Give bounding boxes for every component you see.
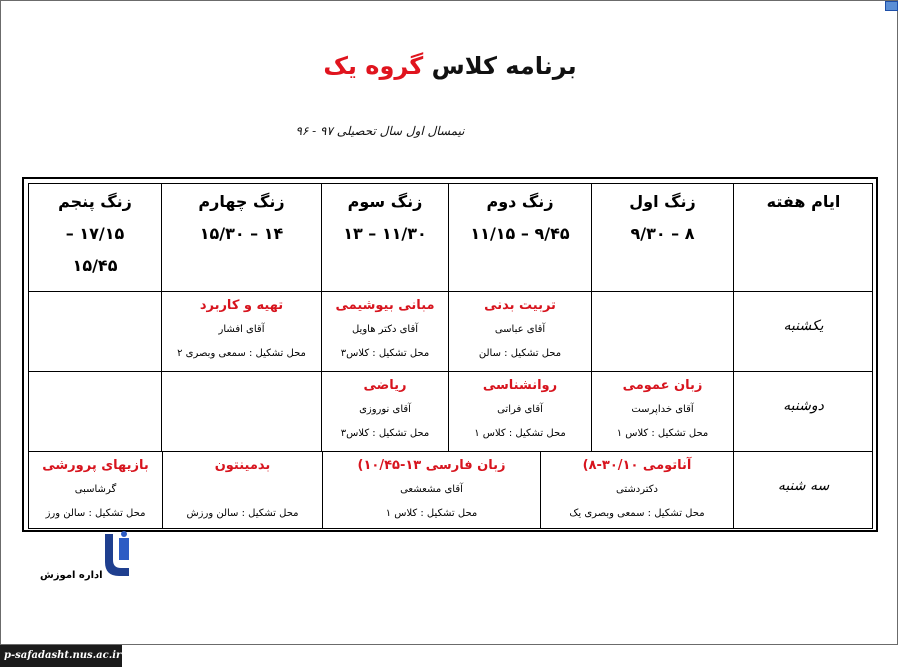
header-bell-5	[29, 186, 161, 282]
row-line-2	[28, 371, 873, 372]
header-bell-4	[162, 186, 321, 250]
bell-1-name: زنگ اول	[629, 192, 696, 211]
sunday-bell-2	[449, 296, 591, 364]
course-teacher: آقای دکتر هاویل	[351, 324, 419, 335]
bell-2-name: زنگ دوم	[486, 192, 554, 211]
bell-5-time-1: ۱۷/۱۵ –	[65, 224, 125, 243]
course-title: زبان فارسی ۱۳-۱۰/۴۵)	[357, 458, 506, 473]
title-part-2: گروه یک	[323, 52, 424, 80]
course-place: محل تشکیل : کلاس ۱	[385, 508, 478, 519]
course-title: ریاضی	[363, 378, 407, 393]
bell-3-time: ۱۱/۳۰ – ۱۳	[343, 224, 427, 243]
course-teacher: گرشاسبی	[74, 484, 117, 495]
bell-4-time: ۱۴ – ۱۵/۳۰	[199, 224, 284, 243]
course-place: محل تشکیل : سمعی وبصری یک	[569, 508, 705, 519]
course-teacher: آقای عباسی	[494, 324, 546, 335]
window-control-icon[interactable]	[885, 1, 898, 11]
course-title: روانشناسی	[482, 378, 558, 393]
row-line-1	[28, 291, 873, 292]
course-teacher: آقای فراتی	[497, 404, 543, 415]
course-teacher: آقای خداپرست	[631, 404, 694, 415]
bell-5-name: زنگ پنجم	[58, 192, 132, 211]
page-title	[0, 52, 900, 80]
course-title: بازیهای پرورشی	[42, 458, 149, 473]
bell-5-time-2: ۱۵/۴۵	[72, 256, 118, 275]
course-place: محل تشکیل : کلاس۳	[340, 348, 430, 359]
course-place: محل تشکیل : سالن ورز	[45, 508, 146, 519]
course-teacher: آقای افشار	[218, 324, 265, 335]
monday-bell-1	[592, 376, 733, 444]
logo-caption: اداره اموزش	[40, 570, 103, 581]
monday-bell-3	[322, 376, 448, 444]
day-tuesday: سه شنبه	[777, 478, 830, 494]
tuesday-cell-3	[163, 456, 322, 524]
header-days	[734, 186, 873, 218]
bell-1-time: ۸ – ۹/۳۰	[630, 224, 695, 243]
course-place: محل تشکیل : کلاس۳	[340, 428, 430, 439]
course-title: مبانی بیوشیمی	[335, 298, 435, 313]
tuesday-cell-4	[29, 456, 162, 524]
bell-3-name: زنگ سوم	[347, 192, 423, 211]
footer-url[interactable]: p-safadasht.nus.ac.ir	[0, 645, 122, 667]
monday-bell-2	[449, 376, 591, 444]
semester-subtitle: نیمسال اول سال تحصیلی ۹۷ - ۹۶	[295, 124, 465, 138]
course-teacher: آقای نوروزی	[359, 404, 411, 415]
row-line-3	[28, 451, 873, 452]
course-title: تربیت بدنی	[484, 298, 556, 313]
course-teacher: دکتردشتی	[616, 484, 658, 495]
header-days-label: ایام هفته	[766, 192, 841, 211]
course-title: تهیه و کاربرد	[199, 298, 284, 313]
bell-2-time: ۹/۴۵ – ۱۱/۱۵	[470, 224, 570, 243]
course-place: محل تشکیل : سالن	[478, 348, 562, 359]
title-part-1: برنامه کلاس	[431, 52, 577, 80]
course-place: محل تشکیل : کلاس ۱	[616, 428, 709, 439]
tuesday-cell-1	[541, 456, 733, 524]
sunday-bell-3	[322, 296, 448, 364]
header-bell-1	[592, 186, 733, 250]
course-title: بدمینتون	[214, 458, 271, 473]
course-place: محل تشکیل : سالن ورزش	[186, 508, 299, 519]
header-bell-3	[322, 186, 448, 250]
course-teacher: آقای مشعشعی	[400, 484, 463, 495]
course-title: آناتومی ۳۰/۱۰-۸)	[582, 458, 692, 473]
tuesday-cell-2	[323, 456, 540, 524]
day-monday: دوشنبه	[783, 398, 824, 414]
course-place: محل تشکیل : سمعی وبصری ۲	[177, 348, 306, 359]
header-bell-2	[449, 186, 591, 250]
course-title: زبان عمومی	[622, 378, 703, 393]
bell-4-name: زنگ چهارم	[198, 192, 285, 211]
course-place: محل تشکیل : کلاس ۱	[474, 428, 566, 439]
day-sunday: یکشنبه	[783, 318, 824, 334]
sunday-bell-4	[162, 296, 321, 364]
